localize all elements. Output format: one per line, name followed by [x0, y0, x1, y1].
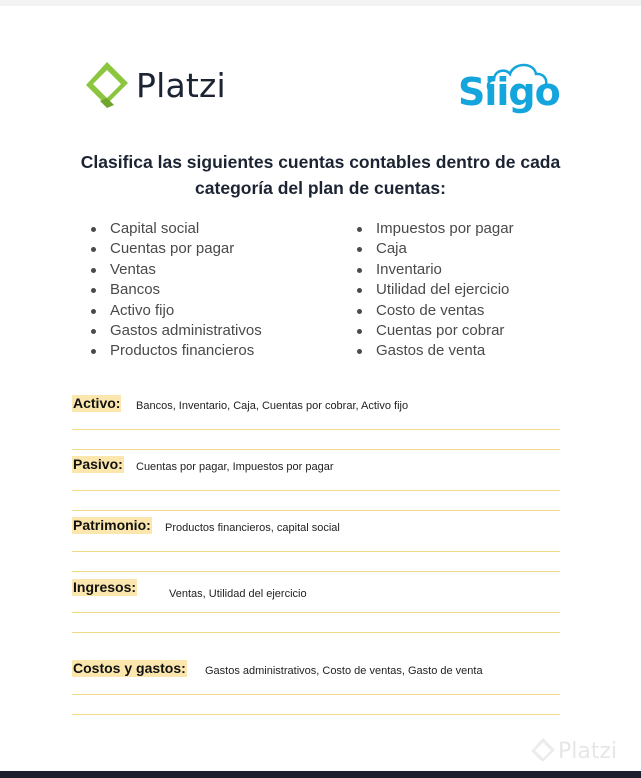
- answer-line: [72, 714, 560, 715]
- list-item: Utilidad del ejercicio: [356, 280, 514, 300]
- platzi-logo-icon: [84, 60, 130, 110]
- section-answer: Cuentas por pagar, Impuestos por pagar: [136, 461, 334, 473]
- list-item: Capital social: [90, 219, 262, 239]
- answer-line: [72, 510, 560, 511]
- list-item: Activo fijo: [90, 301, 262, 321]
- watermark-text: Platzi: [558, 738, 618, 764]
- platzi-watermark-icon: [530, 736, 556, 766]
- platzi-logo: [84, 60, 226, 110]
- section-label: Activo:: [73, 395, 121, 411]
- answer-line: [72, 612, 560, 613]
- section-costos-y-gastos: [72, 660, 562, 720]
- section-pasivo: [72, 456, 562, 516]
- list-item: Gastos administrativos: [90, 321, 262, 341]
- list-item: Cuentas por pagar: [90, 239, 262, 259]
- list-item: Impuestos por pagar: [356, 219, 514, 239]
- platzi-watermark: [530, 736, 617, 766]
- answer-line: [72, 449, 560, 450]
- list-item: Bancos: [90, 280, 262, 300]
- accounts-list-right: [356, 219, 514, 362]
- list-item: Caja: [356, 239, 514, 259]
- list-item: Inventario: [356, 260, 514, 280]
- siigo-logo-text: Siigo: [458, 70, 560, 114]
- answer-line: [72, 429, 560, 430]
- list-item: Gastos de venta: [356, 341, 514, 361]
- title-line-2: categoría del plan de cuentas:: [195, 178, 446, 198]
- answer-line: [72, 694, 560, 695]
- list-item: Costo de ventas: [356, 301, 514, 321]
- list-item: Cuentas por cobrar: [356, 321, 514, 341]
- page-title: [60, 149, 581, 201]
- section-label: Patrimonio:: [73, 517, 151, 533]
- answer-line: [72, 490, 560, 491]
- answer-line: [72, 571, 560, 572]
- section-activo: [72, 395, 562, 455]
- list-item: Ventas: [90, 260, 262, 280]
- section-patrimonio: [72, 517, 562, 577]
- title-line-1: Clasifica las siguientes cuentas contables dentro de cada: [80, 152, 561, 172]
- section-answer: Ventas, Utilidad del ejercicio: [169, 588, 307, 600]
- section-answer: Gastos administrativos, Costo de ventas, Gasto de venta: [205, 665, 483, 677]
- section-answer: Bancos, Inventario, Caja, Cuentas por cobrar, Activo fijo: [136, 400, 409, 412]
- section-label: Costos y gastos:: [73, 660, 186, 676]
- platzi-logo-text: Platzi: [136, 65, 226, 105]
- section-label: Pasivo:: [73, 456, 123, 472]
- siigo-logo: [454, 58, 560, 120]
- section-answer: Productos financieros, capital social: [165, 522, 340, 534]
- list-item: Productos financieros: [90, 341, 262, 361]
- section-label: Ingresos:: [73, 579, 137, 595]
- section-ingresos: [72, 579, 562, 639]
- top-band: [0, 0, 641, 6]
- answer-line: [72, 632, 560, 633]
- accounts-list-left: [90, 219, 262, 362]
- bottom-bar: [0, 771, 641, 778]
- answer-line: [72, 551, 560, 552]
